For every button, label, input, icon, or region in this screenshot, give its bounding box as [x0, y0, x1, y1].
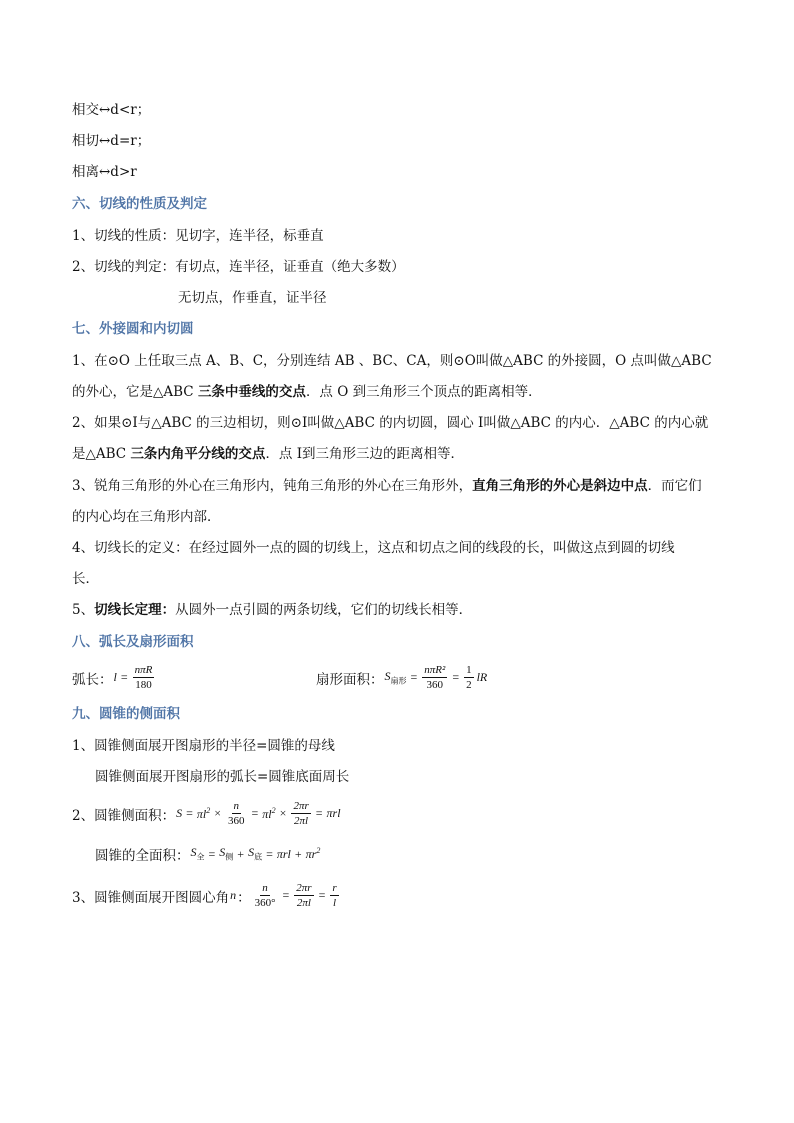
text: ．而它们: [647, 478, 702, 494]
fraction: [253, 882, 278, 909]
denominator: 360°: [254, 897, 276, 909]
plus-sign: +: [237, 846, 245, 861]
pi-r-l: πrl: [276, 846, 291, 861]
section-7-heading: 七、外接圆和内切圆: [72, 321, 194, 337]
denominator: 2πl: [296, 897, 311, 909]
text: 从圆外一点引圆的两条切线，它们的切线长相等．: [175, 602, 473, 618]
circumcircle-line-2: [72, 383, 542, 401]
var-s-side: $S_侧$: [219, 845, 234, 862]
var-l: l: [113, 670, 117, 684]
equals-sign: =: [282, 888, 290, 902]
times-sign: ×: [214, 806, 222, 820]
plus-sign: +: [294, 846, 302, 861]
arc-length-formula: [72, 664, 156, 691]
section-6-heading: 六、切线的性质及判定: [72, 196, 207, 212]
label: 扇形面积：: [316, 671, 384, 688]
relation-tangent: 相切↔d=r；: [72, 133, 151, 149]
var-s: S: [176, 806, 183, 820]
numerator: r: [332, 882, 337, 894]
emphasis: 三条中垂线的交点: [197, 384, 306, 400]
pi-r-squared: $\pi r^2$: [305, 846, 321, 861]
numerator: 2πr: [296, 882, 312, 894]
tangent-criterion: 2、切线的判定：有切点，连半径，证垂直（绝大多数）: [72, 259, 405, 275]
denominator: 2: [466, 679, 472, 691]
incircle-line-1: 2、如果⊙I与△ABC 的三边相切，则⊙I叫做△ABC 的内切圆，圆心 I叫做△ABC 的内心．△ABC 的内心就: [72, 415, 709, 431]
denominator: 360: [426, 679, 444, 691]
tangent-property: 1、切线的性质：见切字，连半径，标垂直: [72, 228, 324, 244]
equals-sign: =: [186, 806, 193, 820]
fraction: [291, 800, 310, 827]
var-lr: lR: [476, 670, 488, 684]
numerator: 2πr: [293, 800, 309, 812]
denominator: 180: [135, 679, 152, 691]
tangent-length-def-1: 4、切线长的定义：在经过圆外一点的圆的切线上，这点和切点之间的线段的长，叫做这点到圆的切线: [72, 540, 675, 556]
cone-central-angle-formula: [72, 882, 341, 909]
equals-sign: =: [410, 670, 418, 684]
tangent-length-def-2: 长．: [72, 571, 99, 587]
text: ．点 O 到三角形三个顶点的距离相等．: [305, 384, 542, 400]
subscript: 扇形: [390, 676, 407, 686]
emphasis: 直角三角形的外心是斜边中点: [472, 478, 648, 494]
equals-sign: =: [266, 846, 273, 861]
equals-sign: =: [251, 806, 259, 820]
pi-l-squared: $\pi l^2$: [196, 805, 211, 821]
label: 3、圆锥侧面展开图圆心角: [72, 889, 230, 906]
numerator: n: [233, 800, 240, 812]
subscript: 侧: [225, 852, 234, 862]
cone-radius-line: 1、圆锥侧面展开图扇形的半径=圆锥的母线: [72, 738, 335, 754]
section-9-heading: 九、圆锥的侧面积: [72, 706, 180, 722]
label: 2、圆锥侧面积：: [72, 807, 176, 824]
emphasis: 三条内角平分线的交点: [130, 446, 266, 462]
pi-l-squared: $\pi l^2$: [262, 805, 276, 821]
incircle-line-2: [72, 445, 464, 463]
times-sign: ×: [279, 806, 287, 820]
section-8-heading: 八、弧长及扇形面积: [72, 634, 194, 650]
numerator: nπR²: [424, 664, 446, 676]
equals-sign: =: [120, 670, 128, 684]
text: 的外心，它是△ABC: [72, 384, 198, 400]
pi-r-l: πrl: [326, 806, 341, 820]
equals-sign: =: [208, 846, 216, 861]
numerator: nπR: [134, 664, 153, 676]
fraction: [133, 664, 155, 691]
var-s-base: $S_底$: [248, 845, 263, 862]
label: 弧长：: [72, 671, 113, 688]
tangent-length-theorem: [72, 601, 472, 619]
center-location-line-1: [72, 477, 702, 495]
fraction: [464, 664, 474, 691]
label: 圆锥的全面积：: [95, 848, 190, 864]
fraction: [422, 664, 447, 691]
numerator: n: [262, 882, 268, 894]
var-n: n: [230, 888, 237, 902]
fraction: [226, 800, 247, 827]
tangent-criterion-alt: 无切点，作垂直，证半径: [178, 290, 327, 306]
relation-intersect: 相交↔d<r；: [72, 102, 151, 118]
circumcircle-line-1: 1、在⊙O 上任取三点 A、B、C，分别连结 AB 、BC、CA，则⊙O叫做△ABC 的外接圆，O 点叫做△ABC: [72, 353, 712, 369]
emphasis: 切线长定理：: [94, 602, 176, 618]
denominator: 2πl: [294, 815, 309, 827]
text: 5、: [72, 602, 95, 618]
text: ．点 I到三角形三边的距离相等．: [265, 446, 465, 462]
var-s-total: $S_全$: [190, 845, 205, 862]
equals-sign: =: [318, 888, 326, 902]
sector-area-formula: [316, 664, 488, 691]
denominator: 360: [228, 815, 245, 827]
text: 是△ABC: [72, 446, 131, 462]
text: 3、锐角三角形的外心在三角形内，钝角三角形的外心在三角形外，: [72, 478, 473, 494]
subscript: 底: [254, 852, 263, 862]
colon: ：: [237, 889, 251, 906]
cone-arc-line: 圆锥侧面展开图扇形的弧长=圆锥底面周长: [95, 769, 350, 785]
numerator: 1: [466, 664, 472, 676]
denominator: l: [332, 897, 337, 909]
cone-total-area-formula: [95, 844, 321, 864]
fraction: [330, 882, 338, 909]
fraction: [294, 882, 313, 909]
subscript: 全: [196, 852, 205, 862]
relation-separate: 相离↔d>r: [72, 164, 137, 180]
equals-sign: =: [315, 806, 323, 820]
cone-lateral-area-formula: [72, 800, 342, 827]
center-location-line-2: 的内心均在三角形内部．: [72, 509, 221, 525]
var-s: $S_{扇形}$: [384, 668, 407, 686]
equals-sign: =: [452, 670, 460, 684]
